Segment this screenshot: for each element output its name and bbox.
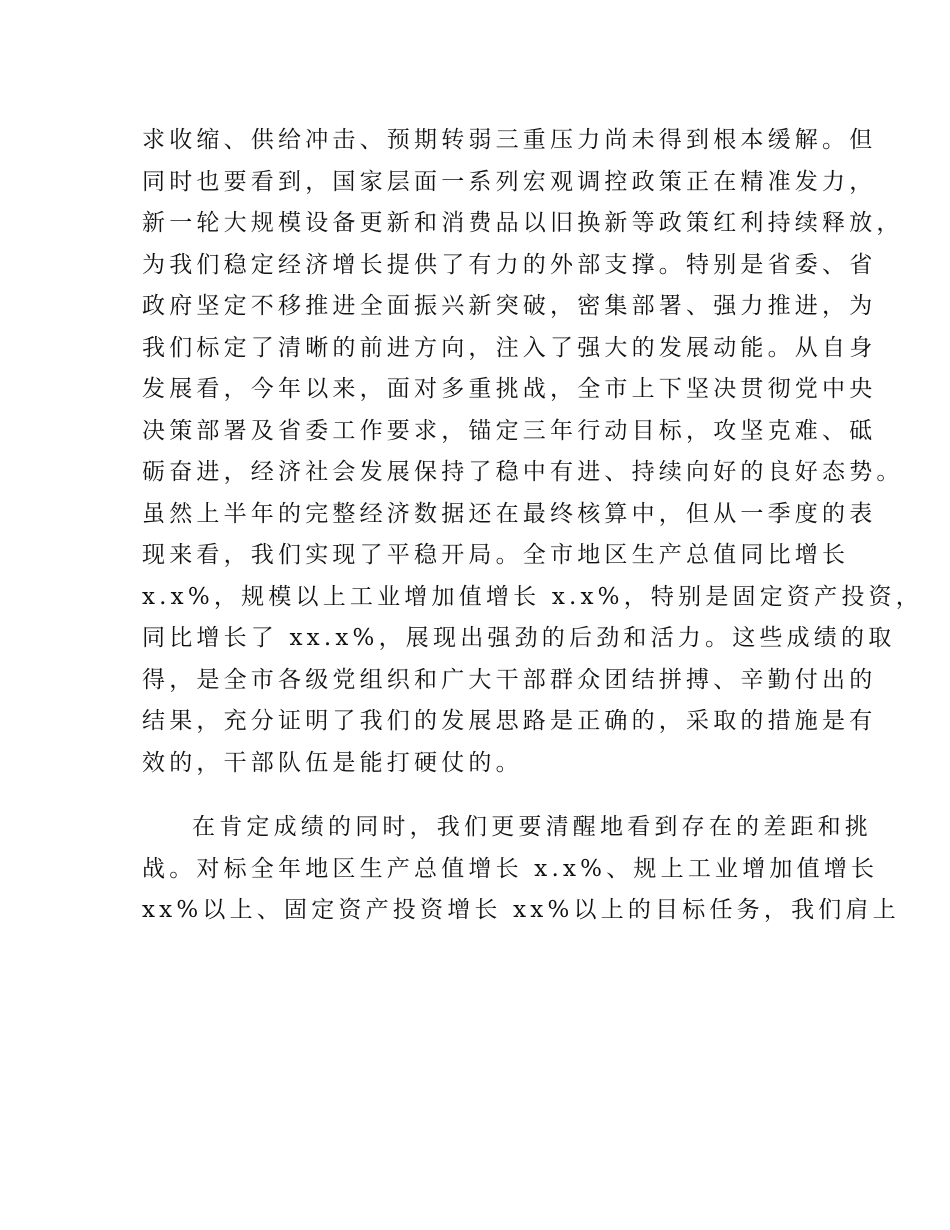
text-line: 同时也要看到，国家层面一系列宏观调控政策正在精准发力， xyxy=(142,168,877,195)
text-line: 发展看，今年以来，面对多重挑战，全市上下坚决贯彻党中央 xyxy=(142,376,877,402)
text-line: 效的，干部队伍是能打硬仗的。 xyxy=(142,749,523,776)
text-line: x.x%，规模以上工业增加值增长 x.x%，特别是固定资产投资， xyxy=(142,583,923,610)
text-line: 新一轮大规模设备更新和消费品以旧换新等政策红利持续释放， xyxy=(142,210,904,236)
text-line: 为我们稳定经济增长提供了有力的外部支撑。特别是省委、省 xyxy=(142,251,877,278)
text-line: 得，是全市各级党组织和广大干部群众团结拼搏、辛勤付出的 xyxy=(142,666,877,693)
text-line-indented: 在肯定成绩的同时，我们更要清醒地看到存在的差距和挑 xyxy=(192,814,872,840)
text-line: xx%以上、固定资产投资增长 xx%以上的目标任务，我们肩上 xyxy=(142,897,900,923)
paragraph-2 xyxy=(142,807,900,932)
document-body xyxy=(142,120,923,932)
text-line: 战。对标全年地区生产总值增长 x.x%、规上工业增加值增长 xyxy=(142,855,879,882)
text-line: 政府坚定不移推进全面振兴新突破，密集部署、强力推进，为 xyxy=(142,293,877,319)
text-line: 结果，充分证明了我们的发展思路是正确的，采取的措施是有 xyxy=(142,708,877,734)
paragraph-1 xyxy=(142,120,923,784)
text-line: 我们标定了清晰的前进方向，注入了强大的发展动能。从自身 xyxy=(142,334,877,361)
text-line: 砺奋进，经济社会发展保持了稳中有进、持续向好的良好态势。 xyxy=(142,459,904,485)
text-line: 虽然上半年的完整经济数据还在最终核算中，但从一季度的表 xyxy=(142,500,877,527)
text-line: 决策部署及省委工作要求，锚定三年行动目标，攻坚克难、砥 xyxy=(142,417,877,444)
text-line: 现来看，我们实现了平稳开局。全市地区生产总值同比增长 xyxy=(142,542,850,568)
text-line: 求收缩、供给冲击、预期转弱三重压力尚未得到根本缓解。但 xyxy=(142,127,877,153)
text-line: 同比增长了 xx.x%，展现出强劲的后劲和活力。这些成绩的取 xyxy=(142,625,896,651)
